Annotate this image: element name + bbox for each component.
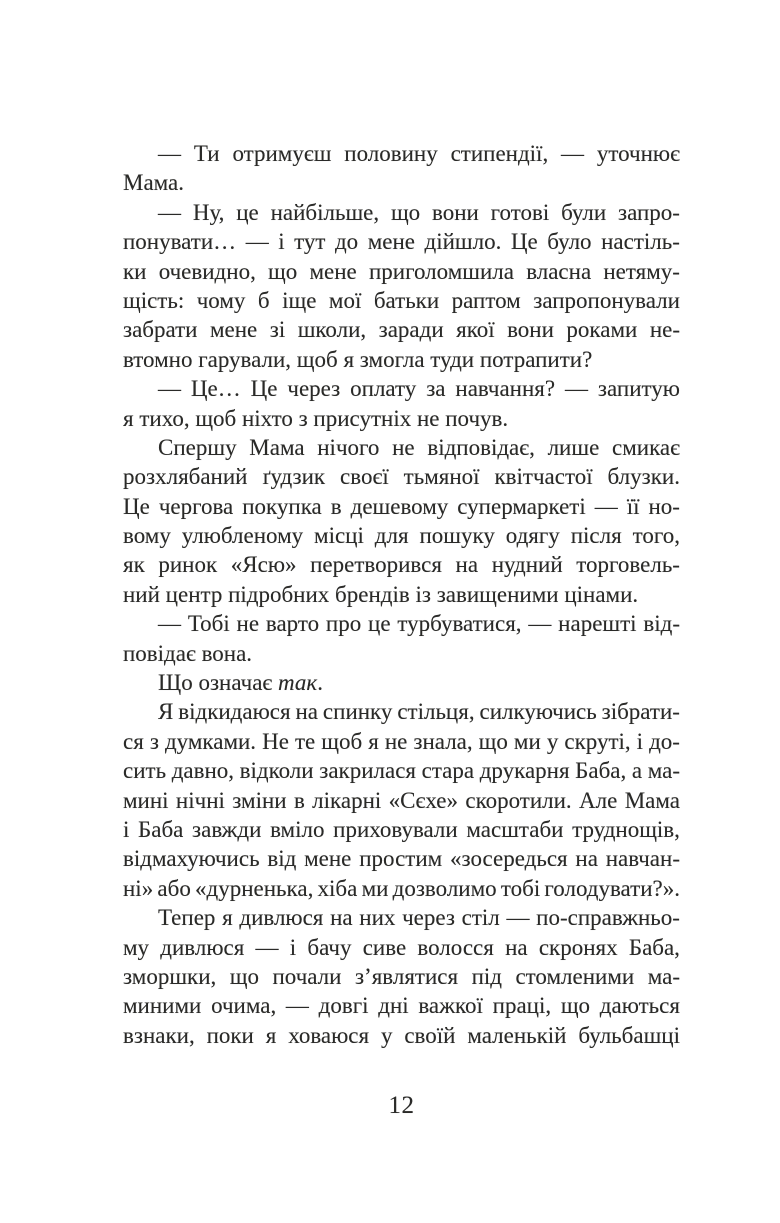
- text-line: я тихо, щоб ніхто з присутніх не почув.: [123, 405, 509, 431]
- text-line: — Ти отримуєш половину стипендії, — уточнює: [158, 141, 680, 166]
- plain-text: Що означає: [158, 670, 279, 696]
- paragraph: [123, 198, 680, 374]
- page-text-block: [123, 139, 680, 1050]
- text-line: ний центр підробних брендів із завищеними цінами.: [123, 581, 639, 607]
- text-line: ні» або «дурненька, хіба ми дозволимо тобі голодувати?».: [123, 875, 680, 901]
- text-line: і Баба завжди вміло приховували масштаби труднощів,: [123, 816, 680, 842]
- text-line: відмахуючись від мене простим «зосередься на навчан-: [123, 846, 680, 872]
- page-number: 12: [388, 1092, 415, 1119]
- text-line: мині нічні зміни в лікарні «Сєхе» скоротили. Але Мама: [123, 787, 680, 813]
- text-line: вому улюбленому місці для пошуку одягу після того,: [123, 523, 680, 549]
- text-line: миними очима, — довгі дні важкої праці, що даються: [123, 993, 680, 1019]
- paragraph: [123, 609, 680, 668]
- text-line: Спершу Мама нічого не відповідає, лише смикає: [158, 434, 680, 460]
- text-line: розхлябаний ґудзик своєї тьмяної квітчастої блузки.: [123, 464, 680, 490]
- text-line: втомно гарували, щоб я змогла туди потрапити?: [123, 346, 593, 372]
- paragraph: [123, 139, 680, 198]
- text-line: взнаки, поки я ховаюся у своїй маленькій бульбашці: [123, 1022, 680, 1048]
- text-line: ки очевидно, що мене приголомшила власна нетяму-: [123, 258, 680, 284]
- text-line: [123, 668, 680, 697]
- text-line: сить давно, відколи закрилася стара друкарня Баба, а ма-: [123, 758, 680, 784]
- text-line: повідає вона.: [123, 640, 253, 666]
- text-line: Я відкидаюся на спинку стільця, силкуючись зібрати-: [158, 699, 680, 725]
- text-line: — Тобі не варто про це турбуватися, — нарешті від-: [158, 611, 680, 637]
- text-line: ся з думками. Не те щоб я не знала, що ми у скруті, і до-: [123, 728, 680, 754]
- text-line: — Це… Це через оплату за навчання? — запитую: [158, 376, 680, 402]
- text-line: Тепер я дивлюся на них через стіл — по-справжньо-: [158, 905, 680, 931]
- italic-text: так: [278, 670, 318, 696]
- text-line: му дивлюся — і бачу сиве волосся на скронях Баба,: [123, 934, 680, 960]
- paragraph: [123, 433, 680, 609]
- text-line: зморшки, що почали з’являтися під стомленими ма-: [123, 963, 680, 989]
- text-line: як ринок «Ясю» перетворився на нудний торговель-: [123, 552, 680, 578]
- text-line: забрати мене зі школи, заради якої вони роками не-: [123, 317, 680, 343]
- text-line: Мама.: [123, 170, 185, 196]
- paragraph: [123, 697, 680, 903]
- plain-text: .: [317, 670, 323, 696]
- text-line: — Ну, це найбільше, що вони готові були запро-: [158, 199, 680, 225]
- text-line: Це чергова покупка в дешевому супермаркеті — її но-: [123, 493, 680, 519]
- paragraph: [123, 668, 680, 697]
- paragraph: [123, 903, 680, 1050]
- text-line: понувати… — і тут до мене дійшло. Це було настіль-: [123, 229, 680, 255]
- paragraph: [123, 374, 680, 433]
- text-line: щість: чому б іще мої батьки раптом запропонували: [123, 287, 680, 313]
